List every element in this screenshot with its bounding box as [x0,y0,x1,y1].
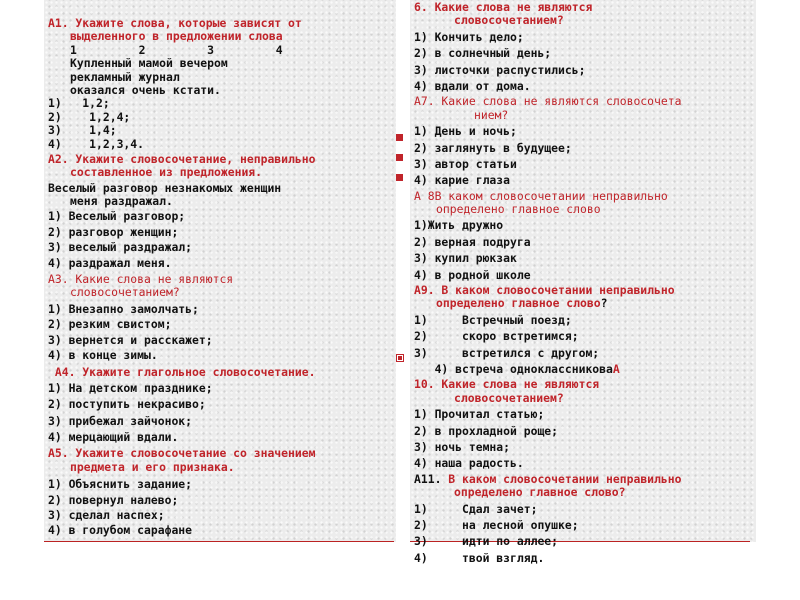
question-label: А11. [414,471,449,486]
answer-option: 3) веселый раздражал; [48,240,193,255]
question-a9 [414,284,754,376]
answer-option: 4) в родной школе [414,267,531,282]
answer-option: 3) ночь темна; [414,439,511,454]
answer-option: 3) вернется и расскажет; [48,332,213,347]
question-a5 [48,447,393,537]
question-title: выделенного в предложении слова [70,29,283,44]
question-title: словосочетанием? [454,13,564,28]
divider-left [44,541,394,542]
answer-option: 1) Сдал зачет; [414,501,538,516]
question-title: 10. Какие слова не являются [414,377,600,392]
answer-option: 1) Объяснить задание; [48,477,193,492]
outline-square-bullet-icon [396,354,405,363]
answer-option: 1) День и ночь; [414,124,517,139]
right-column [414,1,754,565]
answer-option: 4) встреча одноклассникова [414,361,613,376]
answer-option: 1) На детском празднике; [48,380,213,395]
question-title: А9. В каком словосочетании неправильно [414,283,675,298]
answer-option: 1) Веселый разговор; [48,209,186,224]
question-a3 [48,273,393,362]
question-mark: ? [600,296,608,311]
question-a2 [48,153,393,270]
answer-option: 2) резким свистом; [48,317,172,332]
answer-option: 2) верная подруга [414,234,531,249]
answer-option: 2) поступить некрасиво; [48,397,206,412]
question-title: определено главное слово [436,296,601,311]
answer-option: 4) 1,2,3,4. [48,136,145,151]
square-bullet-icon [396,174,405,183]
answer-option: 3) сделал наспех; [48,507,165,522]
question-a6 [414,1,754,93]
word-numbers: 1 2 3 4 [70,42,283,57]
answer-option: 2) на лесной опушке; [414,517,579,532]
sentence-line: Купленный мамой вечером [70,56,228,71]
answer-option: 1) Кончить дело; [414,29,524,44]
answer-option: 4) карие глаза [414,173,511,188]
question-title: нием? [474,107,509,122]
answer-option: 2) разговор женщин; [48,224,179,239]
question-title: составленное из предложения. [70,165,263,180]
answer-option: 4) вдали от дома. [414,78,531,93]
square-bullet-icon [396,154,405,163]
answer-option: 1) Встречный поезд; [414,312,572,327]
answer-option: 1) Внезапно замолчать; [48,301,199,316]
sentence-line: Веселый разговор незнакомых женщин [48,180,282,195]
answer-option: 1)Жить дружно [414,218,504,233]
answer-option: 4) мерцающий вдали. [48,429,179,444]
question-title: А5. Укажите словосочетание со значением [48,446,316,461]
question-title: А1. Укажите слова, которые зависят от [48,16,302,30]
answer-option: 2) в солнечный день; [414,46,552,61]
sentence-line: меня раздражал. [70,194,173,209]
answer-option-suffix: А [612,361,620,376]
question-a7 [414,95,754,187]
question-title: определено главное слово? [454,485,626,500]
question-title: словосочетанием? [454,390,564,405]
answer-option: 1) 1,2; [48,96,110,111]
answer-option: 1) Прочитал статью; [414,407,545,422]
answer-option: 3) встретился с другом; [414,345,600,360]
question-title: А2. Укажите словосочетание, неправильно [48,151,316,166]
answer-option: 3) прибежал зайчонок; [48,413,193,428]
question-title: предмета и его признака. [70,459,235,474]
question-title: 6. Какие слова не являются [414,0,593,14]
question-title: В каком словосочетании неправильно [448,471,682,486]
answer-option: 3) купил рюкзак [414,251,517,266]
question-title: А 8В каком словосочетании неправильно [414,188,668,203]
question-title: А7. Какие слова не являются словосочета [414,94,682,109]
answer-option: 3) автор статьи [414,156,517,171]
answer-option: 4) твой взгляд. [414,550,545,565]
question-a10 [414,378,754,470]
question-a4 [48,366,393,444]
answer-option: 4) в конце зимы. [48,347,158,362]
question-title: А3. Какие слова не являются [48,272,234,287]
answer-option: 2) 1,2,4; [48,109,131,124]
question-a8 [414,190,754,282]
answer-option: 4) в голубом сарафане [48,523,193,538]
answer-option: 3) идти по аллее; [414,534,559,549]
sentence-line: оказался очень кстати. [70,82,221,97]
question-a11 [414,473,754,565]
answer-option: 3) 1,4; [48,123,117,138]
answer-option: 2) в прохладной роще; [414,423,559,438]
square-bullet-icon [396,134,405,143]
question-a1 [48,17,393,151]
answer-option: 2) повернул налево; [48,492,179,507]
sentence-line: рекламный журнал [70,69,180,84]
answer-option: 2) заглянуть в будущее; [414,140,572,155]
answer-option: 2) скоро встретимся; [414,329,579,344]
left-column [48,17,393,538]
question-title: определено главное слово [436,202,601,217]
question-title: А4. Укажите глагольное словосочетание. [48,365,316,380]
answer-option: 4) наша радость. [414,456,524,471]
question-title: словосочетанием? [70,285,180,300]
answer-option: 4) раздражал меня. [48,255,172,270]
answer-option: 3) листочки распустились; [414,62,586,77]
